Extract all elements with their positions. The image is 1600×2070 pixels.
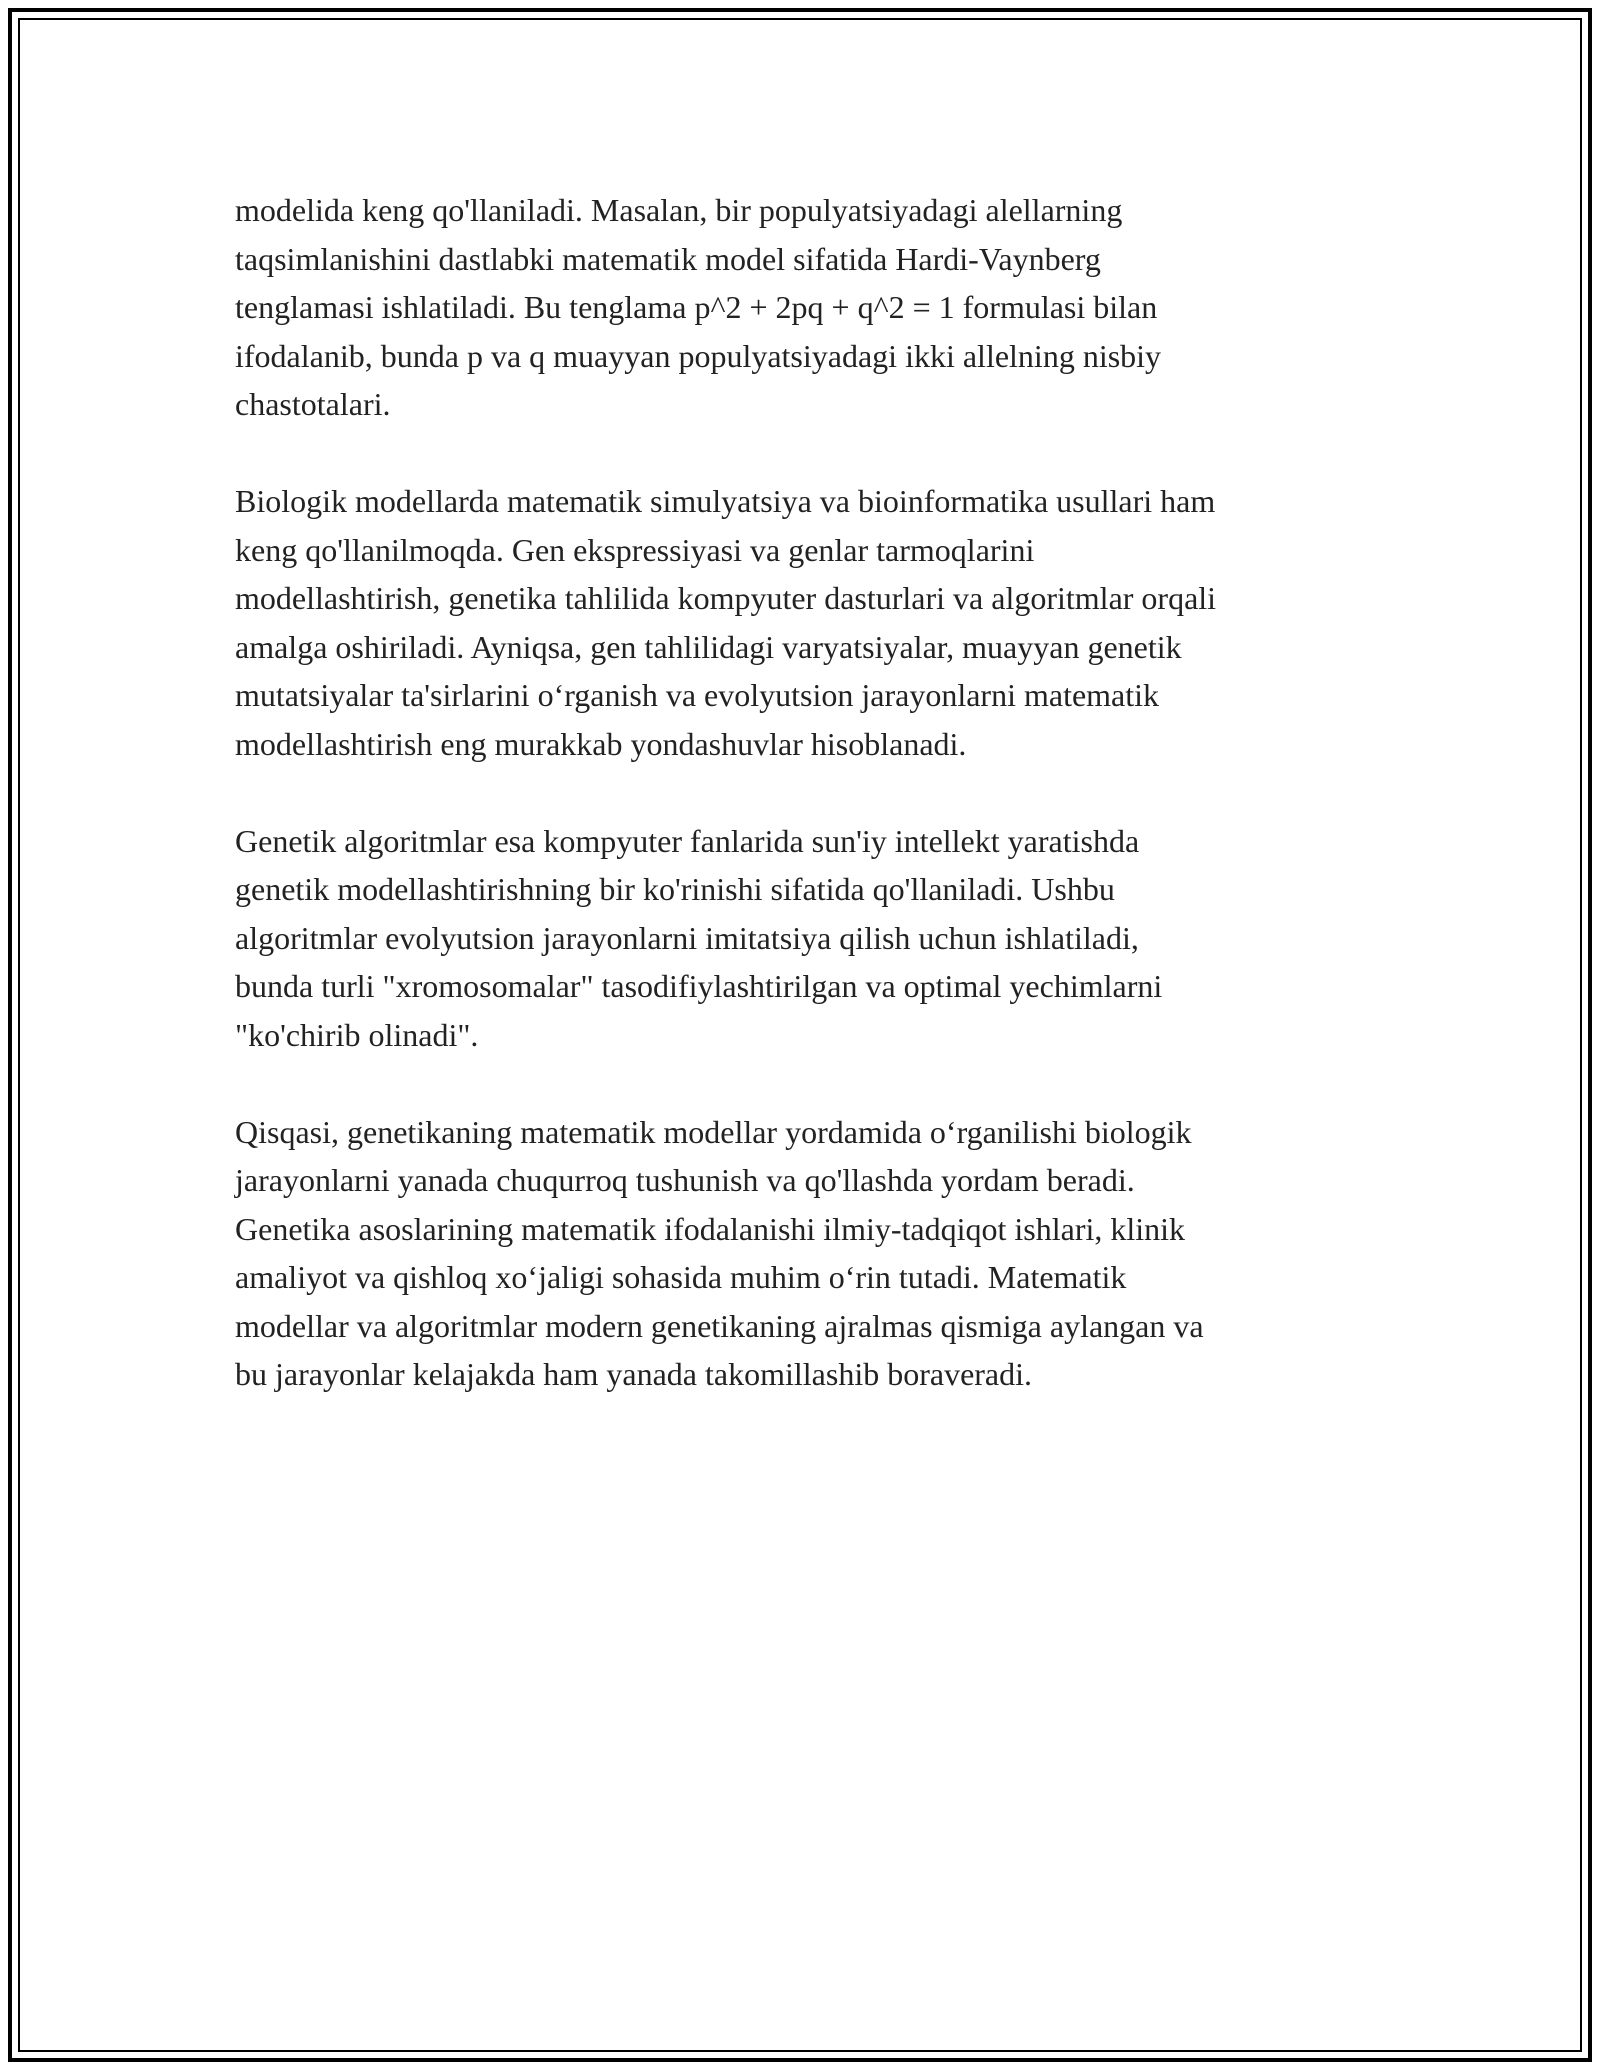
text-line: ifodalanib, bunda p va q muayyan populyatsiyadagi ikki allelning nisbiy (235, 337, 1162, 374)
text-line: Genetika asoslarining matematik ifodalanishi ilmiy-tadqiqot ishlari, klinik (235, 1210, 1186, 1247)
text-line: Biologik modellarda matematik simulyatsiya va bioinformatika usullari ham (235, 483, 1216, 519)
text-line: modellashtirish, genetika tahlilida kompyuter dasturlari va algoritmlar orqali (235, 580, 1217, 616)
text-line: genetik modellashtirishning bir ko'rinishi sifatida qo'llaniladi. Ushbu (235, 871, 1115, 907)
text-line: algoritmlar evolyutsion jarayonlarni imitatsiya qilish uchun ishlatiladi, (235, 919, 1139, 956)
text-line: tenglamasi ishlatiladi. Bu tenglama p^2 + 2pq + q^2 = 1 formulasi bilan (235, 289, 1158, 325)
text-line: modellar va algoritmlar modern genetikaning ajralmas qismiga aylangan va (235, 1307, 1204, 1344)
text-line: bunda turli "xromosomalar" tasodifiylashtirilgan va optimal yechimlarni (235, 968, 1163, 1004)
text-line: jarayonlarni yanada chuqurroq tushunish va qo'llashda yordam beradi. (235, 1162, 1135, 1198)
document-body (235, 186, 1375, 1447)
paragraph-2 (235, 477, 1375, 768)
text-line: modelida keng qo'llaniladi. Masalan, bir populyatsiyadagi alellarning (235, 192, 1123, 228)
paragraph-4 (235, 1108, 1375, 1399)
text-line: taqsimlanishini dastlabki matematik model sifatida Hardi-Vaynberg (235, 240, 1101, 277)
text-line: bu jarayonlar kelajakda ham yanada takomillashib boraveradi. (235, 1356, 1033, 1392)
text-line: keng qo'llanilmoqda. Gen ekspressiyasi va genlar tarmoqlarini (235, 531, 1035, 568)
text-line: amaliyot va qishloq xo‘jaligi sohasida muhim o‘rin tutadi. Matematik (235, 1259, 1127, 1295)
paragraph-1 (235, 186, 1375, 429)
text-line: Qisqasi, genetikaning matematik modellar yordamida o‘rganilishi biologik (235, 1113, 1192, 1150)
text-line: "ko'chirib olinadi". (235, 1016, 479, 1053)
text-line: chastotalari. (235, 386, 391, 422)
text-line: Genetik algoritmlar esa kompyuter fanlarida sun'iy intellekt yaratishda (235, 822, 1140, 859)
text-line: amalga oshiriladi. Ayniqsa, gen tahlilidagi varyatsiyalar, muayyan genetik (235, 628, 1182, 665)
paragraph-3 (235, 817, 1375, 1060)
text-line: mutatsiyalar ta'sirlarini o‘rganish va evolyutsion jarayonlarni matematik (235, 677, 1160, 713)
text-line: modellashtirish eng murakkab yondashuvlar hisoblanadi. (235, 725, 967, 762)
